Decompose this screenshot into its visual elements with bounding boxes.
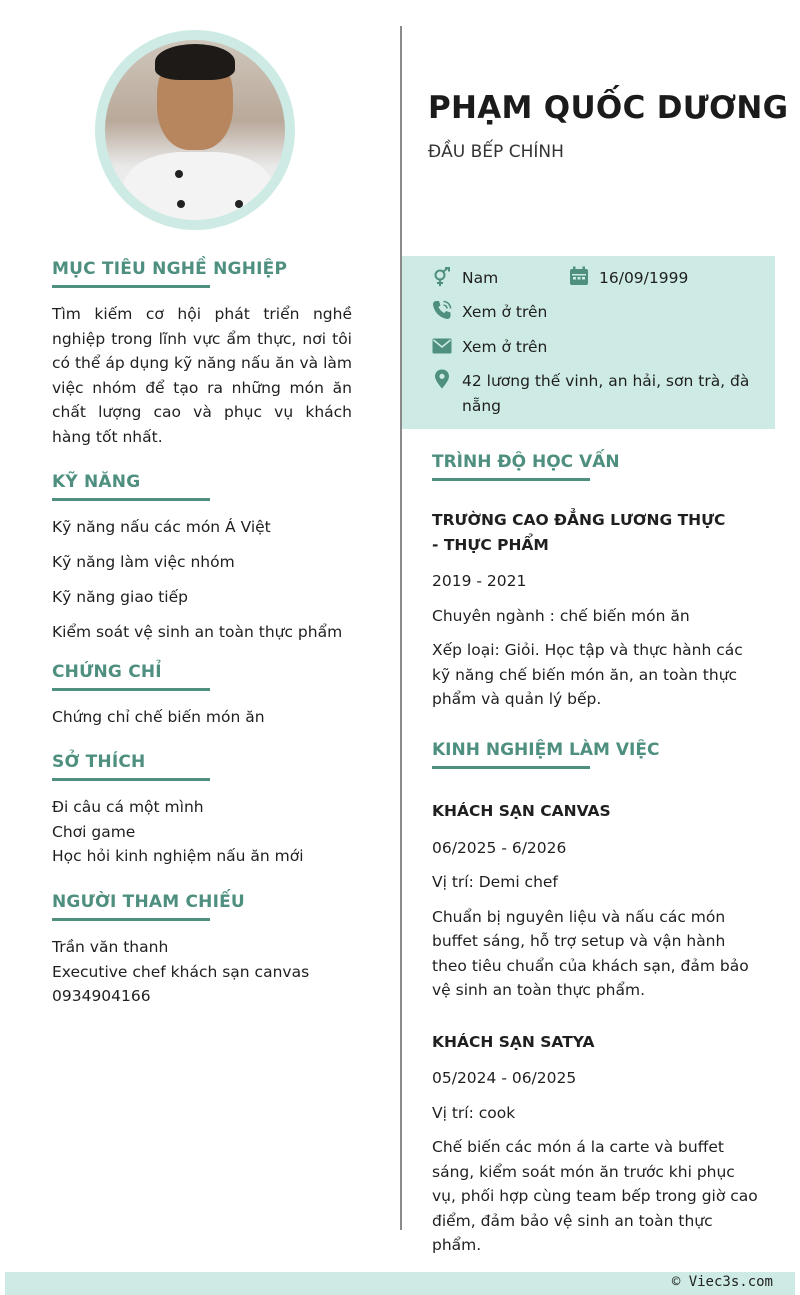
gender-value: Nam — [462, 269, 499, 287]
hobby-item: Chơi game — [52, 822, 136, 841]
objective-title: MỤC TIÊU NGHỀ NGHIỆP — [52, 259, 288, 279]
hobbies-underline — [52, 778, 210, 781]
certificates-title: CHỨNG CHỈ — [52, 662, 162, 682]
reference-name: Trần văn thanh — [52, 938, 169, 956]
certificates-underline — [52, 688, 210, 691]
education-section — [432, 452, 762, 712]
education-underline — [432, 478, 590, 481]
gender-icon — [432, 267, 452, 287]
avatar — [95, 30, 295, 230]
column-divider — [400, 26, 402, 1230]
job-description: Chế biến các món á la carte và buffet sáng, kiểm soát món ăn trước khi phục vụ, phối hợp cùng team bếp trong giờ cao điểm, đảm bảo vệ sinh an toàn thực phẩm. — [432, 1138, 758, 1254]
skill-item: Kỹ năng làm việc nhóm — [52, 553, 235, 571]
skill-item: Kiểm soát vệ sinh an toàn thực phẩm — [52, 623, 343, 641]
footer-copyright: © Viec3s.com — [671, 1274, 773, 1290]
email-icon — [432, 336, 452, 356]
profile-photo — [105, 40, 285, 220]
job-position: Vị trí: Demi chef — [432, 873, 558, 891]
hobbies-title: SỞ THÍCH — [52, 752, 146, 772]
birthday-value: 16/09/1999 — [599, 269, 689, 287]
experience-underline — [432, 766, 590, 769]
school-name: TRƯỜNG CAO ĐẲNG LƯƠNG THỰC - THỰC PHẨM — [432, 511, 726, 554]
candidate-name: PHẠM QUỐC DƯƠNG — [428, 90, 789, 126]
hobbies-section — [52, 752, 352, 869]
job-description: Chuẩn bị nguyên liệu và nấu các món buffet sáng, hỗ trợ setup và vận hành theo tiêu chuẩn của khách sạn, đảm bảo vệ sinh an toàn thực phẩm. — [432, 907, 749, 999]
email-value: Xem ở trên — [462, 338, 548, 356]
reference-position: Executive chef khách sạn canvas — [52, 962, 310, 981]
phone-value: Xem ở trên — [462, 303, 548, 321]
education-title: TRÌNH ĐỘ HỌC VẤN — [432, 452, 620, 472]
job-entry — [432, 799, 762, 1003]
references-section — [52, 892, 352, 1009]
references-underline — [52, 918, 210, 921]
job-period: 06/2025 - 6/2026 — [432, 838, 567, 857]
calendar-icon — [569, 266, 589, 286]
skill-item: Kỹ năng nấu các món Á Việt — [52, 518, 271, 536]
contact-panel — [402, 256, 775, 429]
job-period: 05/2024 - 06/2025 — [432, 1069, 577, 1087]
job-company: KHÁCH SẠN CANVAS — [432, 802, 611, 820]
footer-bar — [5, 1272, 795, 1295]
job-position: Vị trí: cook — [432, 1103, 516, 1122]
education-description: Xếp loại: Giỏi. Học tập và thực hành các kỹ năng chế biến món ăn, an toàn thực phẩm và quản lý bếp. — [432, 641, 743, 708]
skills-underline — [52, 498, 210, 501]
objective-underline — [52, 285, 210, 288]
education-major: Chuyên ngành : chế biến món ăn — [432, 606, 690, 625]
skill-item: Kỹ năng giao tiếp — [52, 588, 188, 606]
certificate-item: Chứng chỉ chế biến món ăn — [52, 708, 265, 726]
job-company: KHÁCH SẠN SATYA — [432, 1032, 595, 1051]
phone-icon — [432, 300, 452, 320]
objective-section — [52, 259, 352, 449]
references-title: NGƯỜI THAM CHIẾU — [52, 892, 245, 912]
certificates-section — [52, 662, 352, 730]
hobby-item: Học hỏi kinh nghiệm nấu ăn mới — [52, 847, 304, 865]
address-value: 42 lương thế vinh, an hải, sơn trà, đà nẵng — [462, 372, 750, 415]
skills-title: KỸ NĂNG — [52, 472, 141, 492]
experience-section — [432, 740, 762, 1258]
education-period: 2019 - 2021 — [432, 572, 527, 590]
job-entry — [432, 1030, 762, 1258]
experience-title: KINH NGHIỆM LÀM VIỆC — [432, 740, 660, 760]
reference-phone: 0934904166 — [52, 987, 151, 1005]
candidate-role: ĐẦU BẾP CHÍNH — [428, 142, 564, 162]
skills-section — [52, 472, 352, 645]
objective-text: Tìm kiếm cơ hội phát triển nghề nghiệp trong lĩnh vực ẩm thực, nơi tôi có thể áp dụng kỹ năng nấu ăn và làm việc nhóm để tạo ra những món ăn chất lượng cao và phục vụ khách hàng tốt nhất. — [52, 305, 352, 446]
location-icon — [432, 369, 452, 389]
hobby-item: Đi câu cá một mình — [52, 798, 204, 816]
